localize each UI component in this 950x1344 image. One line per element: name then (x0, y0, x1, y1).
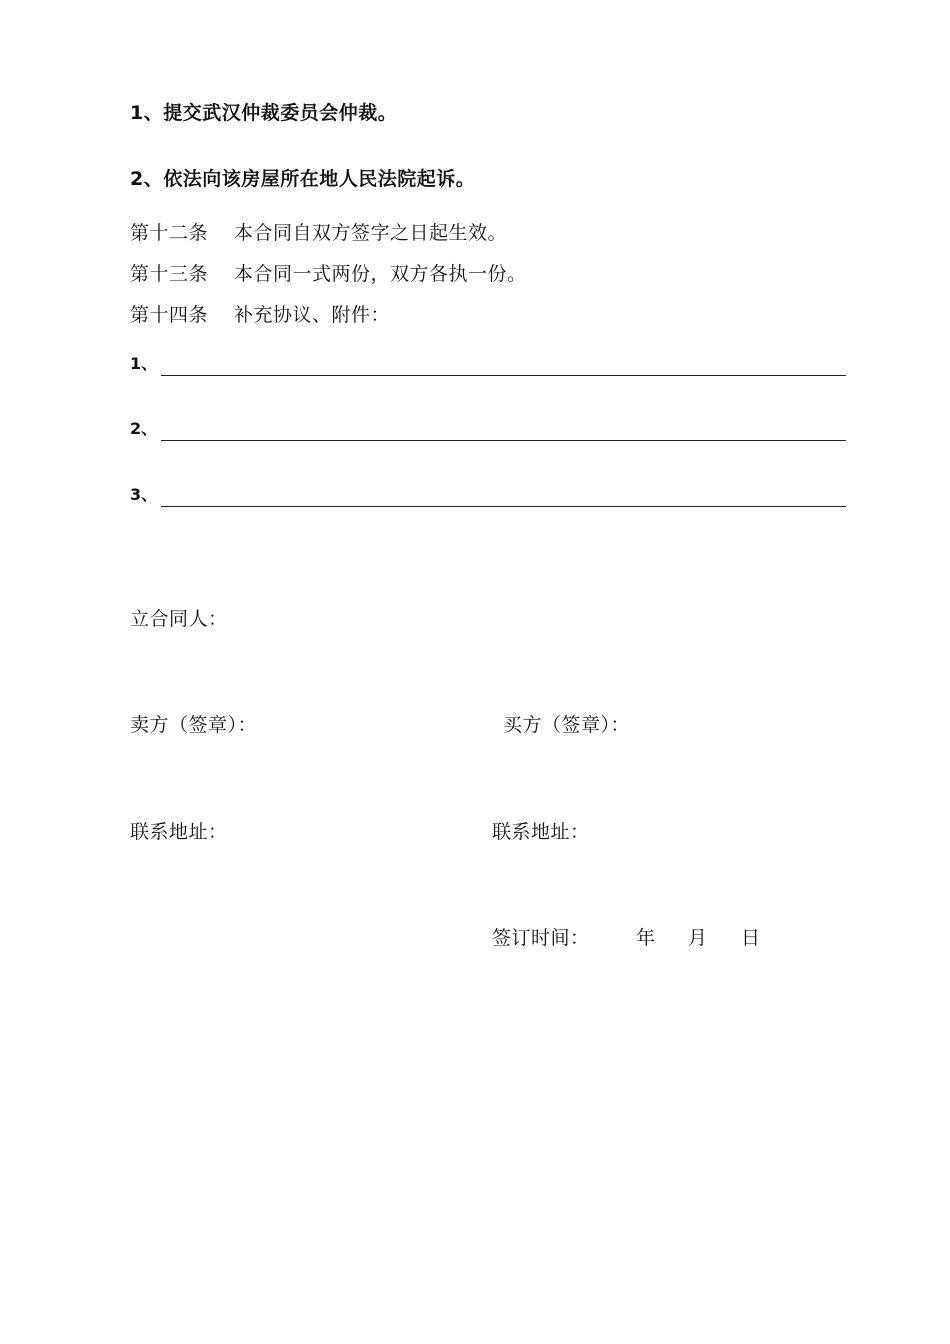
article-13-text: 本合同一式两份，双方各执一份。 (234, 263, 527, 285)
supplement-blank-3[interactable] (161, 506, 846, 507)
article-12-text: 本合同自双方签字之日起生效。 (234, 222, 508, 244)
seller-address-label: 联系地址： (130, 821, 228, 843)
article-14-text: 补充协议、附件： (234, 304, 391, 326)
date-month-label: 月 (688, 927, 708, 949)
sign-date-label: 签订时间： (492, 927, 590, 949)
buyer-signature-label: 买方（签章）： (503, 714, 631, 736)
article-12 (130, 221, 507, 245)
supplement-blank-2[interactable] (161, 440, 846, 441)
supplement-number-3: 3、 (130, 485, 158, 504)
seller-signature-label: 卖方（签章）： (130, 714, 258, 736)
supplement-row-1 (130, 351, 846, 377)
clause-litigation: 2、依法向该房屋所在地人民法院起诉。 (130, 168, 476, 190)
article-12-number: 第十二条 (130, 222, 209, 244)
supplement-row-2 (130, 416, 846, 442)
clause-arbitration: 1、提交武汉仲裁委员会仲裁。 (130, 102, 398, 124)
article-13 (130, 262, 527, 286)
date-year-label: 年 (636, 927, 656, 949)
supplement-number-2: 2、 (130, 419, 158, 438)
article-13-number: 第十三条 (130, 263, 209, 285)
date-day-label: 日 (741, 927, 761, 949)
supplement-blank-1[interactable] (161, 375, 846, 376)
buyer-address-label: 联系地址： (492, 821, 590, 843)
parties-label: 立合同人： (130, 608, 228, 630)
article-14 (130, 303, 390, 327)
supplement-number-1: 1、 (130, 354, 158, 373)
supplement-row-3 (130, 482, 846, 508)
article-14-number: 第十四条 (130, 304, 209, 326)
